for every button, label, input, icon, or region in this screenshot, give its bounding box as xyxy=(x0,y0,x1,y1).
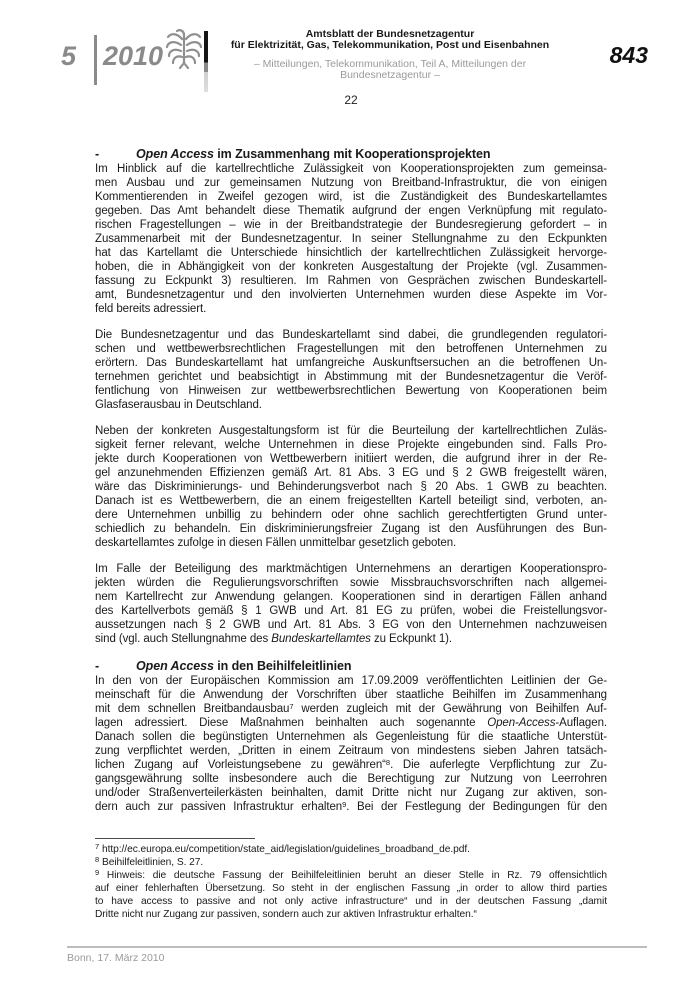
text-run: und/oder Straßenverteilerkästen beinhalten, damit Dritte nicht nur Zugang zur aktiven, son- xyxy=(95,787,607,799)
text-run: meinschaft für die Anwendung der Vorschriften über staatliche Beihilfen im Zusammenhang xyxy=(95,689,607,701)
federal-eagle-icon xyxy=(165,26,203,71)
text-line xyxy=(95,438,607,452)
text-line xyxy=(95,384,607,398)
footnote-reference: 8 xyxy=(385,758,391,767)
footer-rule xyxy=(67,946,647,948)
section-heading xyxy=(95,659,607,674)
text-line xyxy=(95,800,607,814)
text-run: Bundeskartellamtes xyxy=(271,633,371,645)
text-line xyxy=(95,688,607,702)
text-run: sind (vgl. auch Stellungnahme des xyxy=(95,633,272,645)
section-heading xyxy=(95,147,607,162)
text-run: amt, Bundesnetzagentur und den involvierten Unternehmen wurden diese Aspekte im Vor- xyxy=(95,289,607,301)
footnote-reference: 9 xyxy=(95,869,100,877)
text-run: Im Falle der Beteiligung des marktmächtigen Unternehmens an derartigen Kooperationspro- xyxy=(95,563,607,575)
footer-date: Bonn, 17. März 2010 xyxy=(67,952,165,964)
page-number: 22 xyxy=(344,93,358,107)
text-run: mit dem schnellen Breitbandausbau xyxy=(95,703,290,715)
text-run: jekte durch Kooperationen von Wettbewerbern initiiert werden, die aufgrund ihrer in der Re- xyxy=(95,453,607,465)
text-run: im Zusammenhang mit Kooperationsprojekten xyxy=(213,147,491,161)
footnote-reference: 8 xyxy=(95,856,100,864)
text-run: gangsgewährung sollte insbesondere auch die Berechtigung zur Nutzung von Leerrohren xyxy=(95,773,607,785)
text-line xyxy=(95,632,607,646)
text-line xyxy=(95,176,607,190)
text-run: Danach ist es Wettbewerbern, die an einem freigestellten Kartell beteiligt sind, verboten, an- xyxy=(95,495,607,507)
text-run: nem Kartellrecht zur Anwendung gelangen. Kooperationen sind in derartigen Fällen anhand xyxy=(95,591,607,603)
text-line xyxy=(95,508,607,522)
footnote-reference: 9 xyxy=(342,800,347,809)
text-run: Open Access xyxy=(136,147,214,161)
paragraph xyxy=(95,424,607,550)
text-line xyxy=(95,618,607,632)
text-line xyxy=(95,274,607,288)
issue-divider xyxy=(94,35,97,85)
text-run: In den von der Europäischen Kommission am 17.09.2009 veröffentlichten Leitlinien der Ge- xyxy=(95,675,607,687)
paragraph xyxy=(95,162,607,316)
text-line xyxy=(95,370,607,384)
gazette-page-number: 843 xyxy=(609,42,648,68)
text-run: werden zugleich mit der Gewährung von Beihilfen Auf- xyxy=(293,703,607,715)
text-line xyxy=(95,744,607,758)
text-line xyxy=(95,522,607,536)
text-line xyxy=(95,424,607,438)
text-line xyxy=(95,356,607,370)
text-run: Zusammenarbeit mit der Bundesnetzagentur. In seiner Stellungnahme zu den Eckpunkten xyxy=(95,233,607,245)
text-run: fassung zu Eckpunkt 3) resultieren. Im Rahmen von Gesprächen zwischen Bundeskartell- xyxy=(95,275,607,287)
text-run: http://ec.europa.eu/competition/state_aid/legislation/guidelines_broadband_de.pdf. xyxy=(99,844,470,855)
footnotes xyxy=(95,843,607,921)
gazette-title-line2: für Elektrizität, Gas, Telekommunikation, Post und Eisenbahnen xyxy=(230,38,550,51)
text-line xyxy=(95,204,607,218)
text-line xyxy=(95,398,607,412)
header-title-block xyxy=(214,29,566,81)
footnote-entry xyxy=(95,843,607,856)
text-run: jekten würden die Regulierungsvorschriften sowie Missbrauchsvorschriften nach allgemei- xyxy=(95,577,607,589)
text-run: erörtern. Das Bundeskartellamt hat umfangreiche Auskunftsersuchen an die betroffenen Un- xyxy=(95,357,607,369)
text-run: hat das Kartellamt die Unterschiede hinsichtlich der kartellrechtlichen Zulässigkeit hervorge- xyxy=(95,247,607,259)
text-run: fentlichung von Hinweisen zur wettbewerbsrechtlichen Bewertung von Kooperationen beim xyxy=(95,385,607,397)
text-line xyxy=(95,162,607,176)
text-line xyxy=(95,716,607,730)
text-run: dern auch zur passiven Infrastruktur erhalten xyxy=(95,801,343,813)
header-divider-bar xyxy=(204,31,208,92)
footnote-entry xyxy=(95,856,607,869)
text-line xyxy=(95,562,607,576)
text-run: men Ausbau und zur gemeinsamen Nutzung von Breitband-Infrastruktur, die von einigen xyxy=(95,177,607,189)
text-line xyxy=(95,604,607,618)
text-run: Die Bundesnetzagentur und das Bundeskartellamt sind dabei, die grundlegenden regulatori- xyxy=(95,329,607,341)
gazette-title-line1: Amtsblatt der Bundesnetzagentur xyxy=(305,28,475,40)
footnote-line xyxy=(95,908,607,921)
text-run: sigkeit ferner relevant, welche Unternehmen in diese Projekte eingebunden sind. Falls Pro- xyxy=(95,439,607,451)
text-line xyxy=(95,702,607,716)
footnote-reference: 7 xyxy=(289,702,294,711)
text-line xyxy=(95,302,607,316)
text-line xyxy=(95,786,607,800)
text-run: auf einer fehlerhaften Übersetzung. So steht in der englischen Fassung „in order to allow third parties xyxy=(95,883,607,894)
text-run: -Auflagen. xyxy=(555,717,607,729)
text-run: deskartellamtes zufolge in diesen Fällen unmittelbar gesetzlich geboten. xyxy=(95,537,457,549)
text-line xyxy=(95,190,607,204)
footnote-line xyxy=(95,856,607,869)
text-run: hoben, die in Abhängigkeit von der konkreten Ausgestaltung der Projekte (vgl. Zusammen- xyxy=(95,261,607,273)
footnote-line xyxy=(95,895,607,908)
issue-year: 2010 xyxy=(103,41,164,71)
heading-dash: - xyxy=(95,147,100,161)
text-line xyxy=(95,536,607,550)
text-run: wäre das Diskriminierungs- und Behinderungsverbot nach § 20 Abs. 1 GWB zu beachten. xyxy=(95,481,607,493)
text-line xyxy=(95,218,607,232)
text-line xyxy=(95,730,607,744)
text-run: des Kartellverbots gemäß § 1 GWB und Art. 81 EG zu prüfen, wobei die Freistellungsvor- xyxy=(95,605,607,617)
footnote-reference: 7 xyxy=(95,843,100,851)
text-line xyxy=(95,452,607,466)
text-run: Beihilfeleitlinien, S. 27. xyxy=(99,857,204,868)
text-run: zu Eckpunkt 1). xyxy=(370,633,453,645)
paragraph xyxy=(95,562,607,646)
text-line xyxy=(95,328,607,342)
text-run: Kommentierenden in Zweifel gezogen wird, ist die Zuständigkeit des Bundeskartellamtes xyxy=(95,191,607,203)
text-run: Open-Access xyxy=(487,717,556,729)
issue-number: 5 xyxy=(61,41,77,71)
text-line xyxy=(95,674,607,688)
text-run: Im Hinblick auf die kartellrechtliche Zulässigkeit von Kooperationsprojekten zum gemeinsa- xyxy=(95,163,607,175)
text-run: lagen adressiert. Diese Maßnahmen beinhalten auch sogenannte xyxy=(95,717,488,729)
text-run: . Bei der Festlegung der Bedingungen für den xyxy=(346,801,607,813)
text-line xyxy=(95,590,607,604)
text-run: Danach sollen die begünstigten Unternehmen als Gegenleistung für die staatliche Unterstüt- xyxy=(95,731,607,743)
paragraph xyxy=(95,328,607,412)
text-run: . Die auferlegte Verpflichtung zur Zu- xyxy=(390,759,607,771)
text-run: ternehmen gerichtet und beabsichtigt in Abstimmung mit der Bundesnetzagentur die Veröf- xyxy=(95,371,607,383)
text-line xyxy=(95,466,607,480)
text-run: dere Unternehmen unbillig zu behindern oder ohne sachlich gerechtfertigten Grund unter- xyxy=(95,509,607,521)
text-line xyxy=(95,576,607,590)
text-line xyxy=(95,758,607,772)
text-line xyxy=(95,342,607,356)
footnote-line xyxy=(95,843,607,856)
text-run: gegeben. Das Amt behandelt diese Thematik aufgrund der engen Verknüpfung mit regulato- xyxy=(95,205,607,217)
text-line xyxy=(95,260,607,274)
text-run: Open Access xyxy=(136,659,214,673)
gazette-section-line: – Mitteilungen, Telekommunikation, Teil A, Mitteilungen der Bundesnetzagentur – xyxy=(253,58,527,81)
text-line xyxy=(95,480,607,494)
footnote-line xyxy=(95,882,607,895)
text-run: feld bereits adressiert. xyxy=(95,303,207,315)
text-run: zung verpflichtet werden, „Dritten in einem Zeitraum von mindestens sieben Jahren tatsäch- xyxy=(95,745,607,757)
text-run: in den Beihilfeleitlinien xyxy=(213,659,352,673)
text-run: schiedlich zu behandeln. Ein diskriminierungsfreier Zugang ist den Ausführungen des Bun- xyxy=(95,523,607,535)
text-run: Glasfaserausbau in Deutschland. xyxy=(95,399,262,411)
text-run: gel anzunehmenden Effizienzen gemäß Art. 81 Abs. 3 EG und § 2 GWB freigestellt wären, xyxy=(95,467,607,479)
text-run: Neben der konkreten Ausgestaltungsform ist für die Beurteilung der kartellrechtlichen Zuläs- xyxy=(95,425,607,437)
text-line xyxy=(95,288,607,302)
body-text xyxy=(95,147,607,814)
footnote-separator xyxy=(95,838,255,839)
text-line xyxy=(95,232,607,246)
text-run: Dritte nicht nur Zugang zur passiven, sondern auch zur aktiven Infrastruktur erhalten.“ xyxy=(95,909,477,920)
heading-dash: - xyxy=(95,659,100,673)
footnote-entry xyxy=(95,869,607,921)
text-line xyxy=(95,772,607,786)
text-run: Hinweis: die deutsche Fassung der Beihilfeleitlinien beruht an dieser Stelle in Rz. 79 offensichtlich xyxy=(99,870,607,881)
text-run: to have access to passive and not only active infrastructure“ und in der deutschen Fassung „damit xyxy=(95,896,607,907)
text-line xyxy=(95,494,607,508)
text-run: rischen Fragestellungen – wie in der Breitbandstrategie der Bundesregierung gefordert – in xyxy=(95,219,607,231)
paragraph xyxy=(95,674,607,814)
footnote-line xyxy=(95,869,607,882)
text-run: lichen Zugang auf Vorleistungsebene zu gewähren“ xyxy=(95,759,386,771)
text-run: aussetzungen nach § 2 GWB und Art. 81 Abs. 3 EG von den Unternehmen nachzuweisen xyxy=(95,619,607,631)
text-run: schen und wettbewerbsrechtlichen Fragestellungen mit den betroffenen Unternehmen zu xyxy=(95,343,607,355)
text-line xyxy=(95,246,607,260)
